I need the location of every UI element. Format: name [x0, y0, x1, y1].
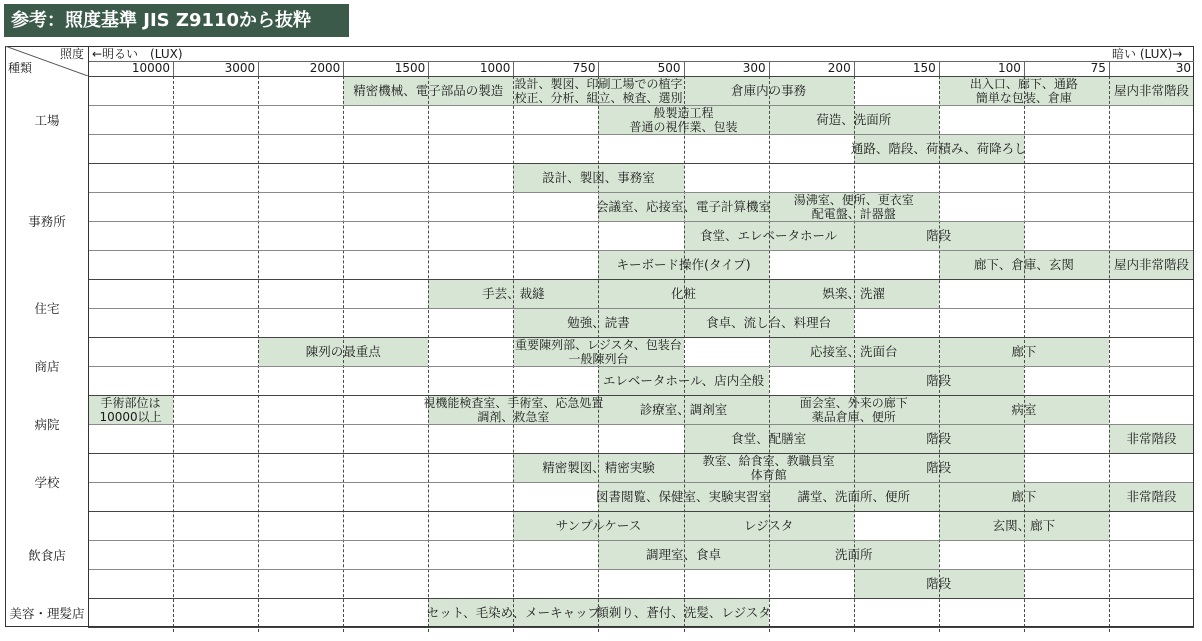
- item-label: 面会室、外来の廊下 薬品倉庫、便所: [799, 395, 908, 424]
- item-label: 階段: [926, 227, 952, 243]
- header-bright-label: ←明るい (LUX): [92, 47, 183, 61]
- item-label: 非常階段: [1126, 430, 1177, 446]
- item-label: 設計、製図、事務室: [542, 169, 655, 185]
- item-label: 重要陳列部、レジスタ、包装台 一般陳列台: [515, 337, 682, 366]
- item-label: 病室: [1011, 401, 1037, 417]
- item-label: 精密製図、精密実験: [542, 459, 655, 475]
- category-label: 学校: [34, 475, 60, 490]
- lux-tick-label: 10000: [131, 61, 171, 75]
- item-label: セット、毛染め、メーキャップ: [426, 604, 601, 620]
- item-label: 講堂、洗面所、便所: [797, 488, 910, 504]
- item-label: 洗面所: [834, 546, 873, 562]
- item-label: 階段: [926, 372, 952, 388]
- item-label: 手術部位は 10000以上: [99, 395, 162, 424]
- row-divider: [88, 627, 1194, 628]
- header-dark-label: 暗い (LUX)→: [1112, 47, 1183, 61]
- category-label: 住宅: [34, 301, 60, 316]
- item-label: 屋内非常階段: [1113, 82, 1189, 98]
- lux-tick-label: 2000: [309, 61, 341, 75]
- item-label: 診療室、調剤室: [639, 401, 728, 417]
- item-label: 図書閲覧、保健室、実験実習室: [596, 488, 772, 504]
- header-corner-illuminance: 照度: [60, 47, 85, 61]
- item-label: 顔剃り、蒼付、洗髪、レジスタ: [596, 604, 771, 620]
- item-label: 会議室、応接室、電子計算機室: [596, 198, 772, 214]
- header-corner-type: 種類: [8, 61, 33, 75]
- item-label: 階段: [926, 459, 952, 475]
- lux-tick-label: 100: [997, 61, 1021, 75]
- item-label: 廊下: [1011, 488, 1037, 504]
- item-label: 精密機械、電子部品の製造: [353, 82, 504, 98]
- lux-tick-label: 75: [1090, 61, 1106, 75]
- lux-tick-label: 750: [572, 61, 596, 75]
- item-label: 視機能検査室、手術室、応急処置 調剤、救急室: [423, 395, 604, 424]
- lux-tick-label: 500: [657, 61, 681, 75]
- item-label: 勉強、読書: [567, 314, 630, 330]
- lux-tick-label: 1000: [479, 61, 511, 75]
- item-label: 化粧: [671, 285, 697, 301]
- item-label: 屋内非常階段: [1113, 256, 1189, 272]
- item-label: 食堂、配膳室: [731, 430, 807, 446]
- category-label: 商店: [34, 359, 60, 374]
- item-label: 教室、給食室、教職員室 体育館: [702, 453, 835, 482]
- item-label: 湯沸室、便所、更衣室 配電盤、計器盤: [793, 192, 914, 221]
- category-label: 病院: [34, 417, 60, 432]
- category-label: 事務所: [28, 214, 66, 229]
- lux-tick-label: 1500: [394, 61, 426, 75]
- item-label: エレベータホール、店内全般: [602, 372, 765, 388]
- item-label: 階段: [926, 430, 952, 446]
- category-label: 飲食店: [28, 547, 66, 563]
- item-label: 荷造、洗面所: [816, 111, 892, 127]
- corner-diagonal: [5, 46, 88, 76]
- item-label: 食卓、流し台、料理台: [706, 314, 832, 330]
- item-label: 出入口、廊下、通路 簡単な包装、倉庫: [969, 76, 1078, 105]
- item-label: 手芸、裁縫: [482, 285, 545, 301]
- lux-tick-label: 200: [827, 61, 851, 75]
- lux-tick-label: 30: [1175, 61, 1192, 75]
- item-label: 階段: [926, 575, 952, 591]
- category-label: 工場: [34, 112, 60, 128]
- item-label: 調理室、食卓: [646, 546, 722, 562]
- item-label: 応接室、洗面台: [809, 343, 898, 359]
- lux-tick-label: 3000: [224, 61, 256, 75]
- item-label: 通路、階段、荷積み、荷降ろし: [850, 140, 1027, 156]
- item-label: 般製造工程 普通の視作業、包装: [629, 105, 738, 134]
- item-label: 娯楽、洗濯: [822, 285, 885, 301]
- item-label: サンプルケース: [555, 517, 642, 533]
- category-label: 美容・理髪店: [9, 605, 85, 621]
- item-label: 玄関、廊下: [992, 517, 1056, 533]
- item-label: 食堂、エレベータホール: [699, 227, 838, 243]
- item-label: 倉庫内の事務: [731, 82, 807, 98]
- item-label: 設計、製図、印刷工場での植字 校正、分析、組立、検査、選別: [514, 76, 683, 105]
- item-label: 陳列の最重点: [305, 343, 381, 359]
- item-label: 廊下: [1011, 343, 1037, 359]
- page-title: 参考：照度基準 JIS Z9110から抜粋: [4, 4, 349, 37]
- item-label: 廊下、倉庫、玄関: [973, 256, 1074, 272]
- item-label: キーボード操作(タイプ): [616, 256, 751, 272]
- lux-tick-label: 300: [742, 61, 766, 75]
- item-label: 非常階段: [1126, 488, 1177, 504]
- item-label: レジスタ: [743, 517, 794, 533]
- lux-tick-label: 150: [912, 61, 936, 75]
